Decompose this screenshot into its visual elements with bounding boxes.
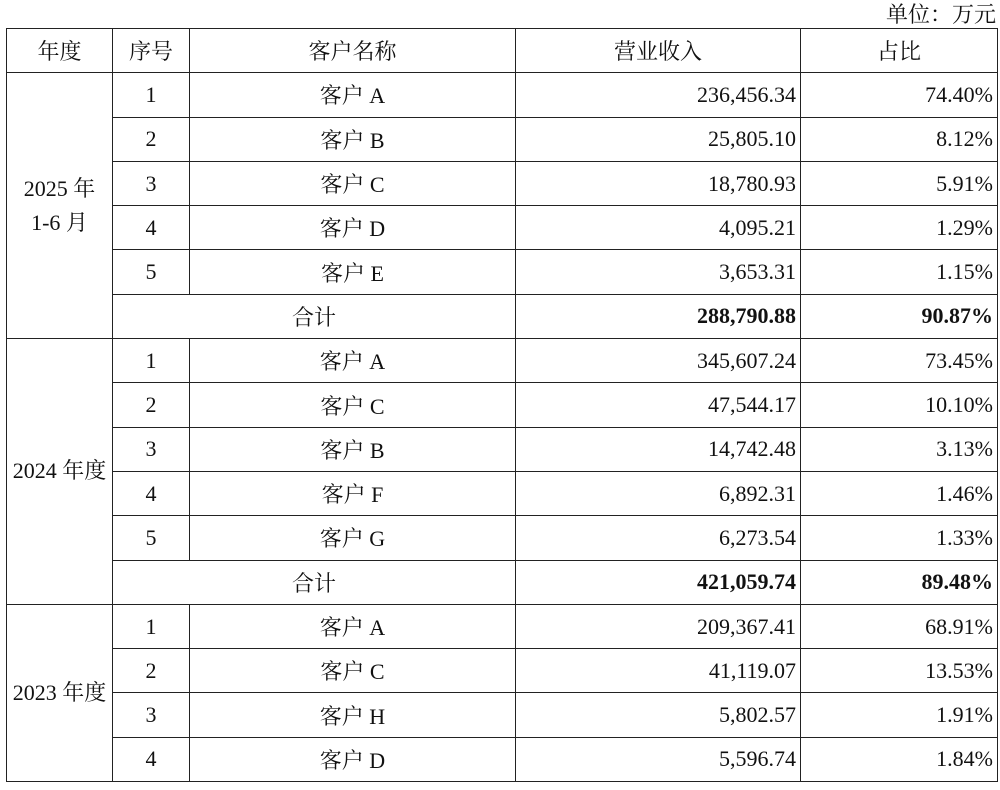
total-ratio: 90.87% xyxy=(801,294,998,338)
revenue-cell: 3,653.31 xyxy=(516,250,801,294)
period-cell-2023 xyxy=(7,604,113,781)
revenue-cell: 345,607.24 xyxy=(516,339,801,383)
revenue-cell: 6,273.54 xyxy=(516,516,801,560)
customer-revenue-table xyxy=(6,28,998,782)
ratio-cell: 1.33% xyxy=(801,516,998,560)
period-cell-2024 xyxy=(7,339,113,605)
customer-cell: 客户 B xyxy=(190,427,516,471)
revenue-cell: 25,805.10 xyxy=(516,117,801,161)
seq-cell: 2 xyxy=(113,117,190,161)
table-row xyxy=(7,161,998,205)
revenue-cell: 4,095.21 xyxy=(516,206,801,250)
seq-cell: 1 xyxy=(113,604,190,648)
period-line2: 1-6 月 xyxy=(31,209,88,235)
period-line1: 2024 年度 xyxy=(12,458,107,484)
table-row xyxy=(7,471,998,515)
revenue-cell: 47,544.17 xyxy=(516,383,801,427)
total-revenue: 421,059.74 xyxy=(516,560,801,604)
table-row xyxy=(7,604,998,648)
seq-cell: 2 xyxy=(113,383,190,427)
total-row xyxy=(7,294,998,338)
table-row xyxy=(7,383,998,427)
ratio-cell: 1.15% xyxy=(801,250,998,294)
seq-cell: 4 xyxy=(113,471,190,515)
customer-cell: 客户 H xyxy=(190,693,516,737)
ratio-cell: 13.53% xyxy=(801,649,998,693)
ratio-cell: 1.91% xyxy=(801,693,998,737)
customer-cell: 客户 A xyxy=(190,73,516,117)
period-line1: 2025 年 xyxy=(23,175,96,201)
revenue-cell: 41,119.07 xyxy=(516,649,801,693)
header-customer: 客户名称 xyxy=(190,29,516,73)
customer-cell: 客户 C xyxy=(190,383,516,427)
ratio-cell: 10.10% xyxy=(801,383,998,427)
table-row xyxy=(7,693,998,737)
seq-cell: 5 xyxy=(113,250,190,294)
table-header-row xyxy=(7,29,998,73)
customer-cell: 客户 A xyxy=(190,339,516,383)
header-year: 年度 xyxy=(7,29,113,73)
ratio-cell: 1.46% xyxy=(801,471,998,515)
total-row xyxy=(7,560,998,604)
ratio-cell: 1.84% xyxy=(801,737,998,781)
revenue-cell: 209,367.41 xyxy=(516,604,801,648)
customer-cell: 客户 D xyxy=(190,737,516,781)
revenue-cell: 14,742.48 xyxy=(516,427,801,471)
customer-cell: 客户 C xyxy=(190,161,516,205)
total-revenue: 288,790.88 xyxy=(516,294,801,338)
ratio-cell: 3.13% xyxy=(801,427,998,471)
customer-cell: 客户 D xyxy=(190,206,516,250)
seq-cell: 4 xyxy=(113,737,190,781)
table-row xyxy=(7,73,998,117)
table-row xyxy=(7,206,998,250)
header-ratio: 占比 xyxy=(801,29,998,73)
revenue-cell: 18,780.93 xyxy=(516,161,801,205)
table-row xyxy=(7,737,998,781)
header-revenue: 营业收入 xyxy=(516,29,801,73)
table-row xyxy=(7,250,998,294)
table-row xyxy=(7,427,998,471)
seq-cell: 5 xyxy=(113,516,190,560)
ratio-cell: 1.29% xyxy=(801,206,998,250)
ratio-cell: 8.12% xyxy=(801,117,998,161)
customer-cell: 客户 F xyxy=(190,471,516,515)
revenue-cell: 5,802.57 xyxy=(516,693,801,737)
seq-cell: 1 xyxy=(113,339,190,383)
seq-cell: 3 xyxy=(113,427,190,471)
table-row xyxy=(7,339,998,383)
unit-label: 单位：万元 xyxy=(885,2,996,27)
customer-cell: 客户 A xyxy=(190,604,516,648)
total-ratio: 89.48% xyxy=(801,560,998,604)
seq-cell: 1 xyxy=(113,73,190,117)
table-row xyxy=(7,516,998,560)
table-row xyxy=(7,117,998,161)
seq-cell: 2 xyxy=(113,649,190,693)
ratio-cell: 68.91% xyxy=(801,604,998,648)
ratio-cell: 73.45% xyxy=(801,339,998,383)
period-line1: 2023 年度 xyxy=(12,679,107,705)
total-label: 合计 xyxy=(113,560,516,604)
seq-cell: 4 xyxy=(113,206,190,250)
customer-cell: 客户 E xyxy=(190,250,516,294)
ratio-cell: 5.91% xyxy=(801,161,998,205)
period-cell-2025h1 xyxy=(7,73,113,339)
total-label: 合计 xyxy=(113,294,516,338)
ratio-cell: 74.40% xyxy=(801,73,998,117)
seq-cell: 3 xyxy=(113,693,190,737)
customer-cell: 客户 B xyxy=(190,117,516,161)
header-seq: 序号 xyxy=(113,29,190,73)
table-row xyxy=(7,649,998,693)
customer-cell: 客户 C xyxy=(190,649,516,693)
seq-cell: 3 xyxy=(113,161,190,205)
revenue-cell: 6,892.31 xyxy=(516,471,801,515)
revenue-cell: 236,456.34 xyxy=(516,73,801,117)
revenue-cell: 5,596.74 xyxy=(516,737,801,781)
customer-cell: 客户 G xyxy=(190,516,516,560)
